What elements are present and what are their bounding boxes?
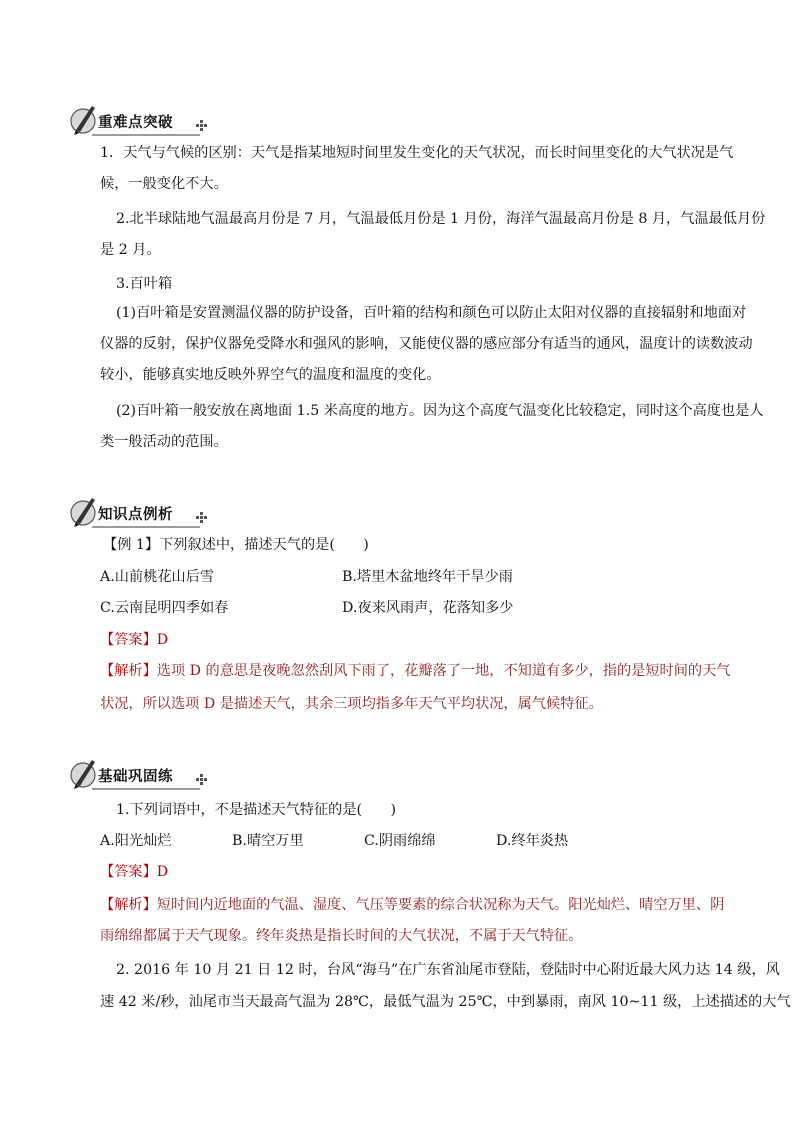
paragraph-line: 仪器的反射，保护仪器免受降水和强风的影响，又能使仪器的感应部分有适当的通风，温度计的读数波动	[100, 336, 753, 352]
question-1: 1.下列词语中，不是描述天气特征的是( )	[116, 802, 396, 818]
explanation-text: 短时间内近地面的气温、湿度、气压等要素的综合状况称为天气。阳光灿烂、晴空万里、阴	[156, 897, 725, 913]
answer-line	[100, 857, 168, 888]
brush-icon	[70, 494, 100, 528]
section-title: 基础巩固练	[98, 769, 173, 785]
example-label: 【例 1】	[103, 537, 160, 553]
dots-decoration	[196, 120, 206, 130]
paragraph-line: 是 2 月。	[100, 242, 161, 258]
paragraph-line: 2.北半球陆地气温最高月份是 7 月，气温最低月份是 1 月份，海洋气温最高月份是 8 月，气温最低月份	[116, 211, 766, 227]
option-c: C.云南昆明四季如春	[100, 600, 229, 616]
answer-label: 【答案】	[100, 864, 157, 880]
section-header-key-points	[70, 102, 200, 138]
question-2-line: 速 42 米/秒，汕尾市当天最高气温为 28℃，最低气温为 25℃，中到暴雨，南风 10~11 级，上述描述的大气	[100, 994, 791, 1010]
dots-decoration	[196, 512, 206, 522]
option-a: A.山前桃花山后雪	[100, 569, 215, 585]
option-b: B.塔里木盆地终年干旱少雨	[342, 569, 513, 585]
explanation-text: 选项 D 的意思是夜晚忽然刮风下雨了，花瓣落了一地，不知道有多少，指的是短时间的天气	[156, 663, 731, 679]
paragraph-line: 较小，能够真实地反映外界空气的温度和温度的变化。	[100, 367, 441, 383]
answer-line	[100, 625, 168, 656]
answer-label: 【答案】	[100, 632, 157, 648]
option-d: D.终年炎热	[496, 833, 569, 849]
answer-value: D	[156, 864, 169, 880]
option-a: A.阳光灿烂	[100, 833, 172, 849]
section-title: 知识点例析	[98, 507, 173, 523]
explanation-line	[100, 890, 725, 921]
example-question	[103, 530, 709, 561]
section-header-basic-practice	[70, 756, 200, 792]
explanation-label: 【解析】	[100, 663, 157, 679]
section-underline	[92, 788, 200, 790]
option-d: D.夜来风雨声，花落知多少	[342, 600, 514, 616]
paragraph-line: 1．天气与气候的区别：天气是指某地短时间里发生变化的天气状况，而长时间里变化的大气状况是气	[100, 145, 734, 161]
option-b: B.晴空万里	[232, 833, 304, 849]
dots-decoration	[196, 774, 206, 784]
section-title: 重难点突破	[98, 115, 173, 131]
paragraph-line: (1)百叶箱是安置测温仪器的防护设备，百叶箱的结构和颜色可以防止太阳对仪器的直接辐射和地面对	[116, 305, 747, 321]
example-question-text: 下列叙述中，描述天气的是( )	[159, 537, 369, 553]
answer-value: D	[156, 632, 169, 648]
section-underline	[92, 526, 200, 528]
explanation-line	[100, 656, 731, 687]
explanation-line: 雨绵绵都属于天气现象。终年炎热是指长时间的大气状况，不属于天气特征。	[100, 928, 583, 944]
section-header-examples	[70, 494, 200, 530]
section-underline	[92, 134, 200, 136]
question-2-line: 2. 2016 年 10 月 21 日 12 时，台风“海马”在广东省汕尾市登陆，登陆时中心附近最大风力达 14 级，风	[116, 962, 780, 978]
option-c: C.阴雨绵绵	[364, 833, 436, 849]
paragraph-line: (2)百叶箱一般安放在离地面 1.5 米高度的地方。因为这个高度气温变化比较稳定，同时这个高度也是人	[116, 403, 764, 419]
paragraph-line: 类一般活动的范围。	[100, 434, 228, 450]
brush-icon	[70, 102, 100, 136]
paragraph-line: 候，一般变化不大。	[100, 176, 228, 192]
explanation-line: 状况，所以选项 D 是描述天气，其余三项均指多年天气平均状况，属气候特征。	[100, 696, 603, 712]
explanation-label: 【解析】	[100, 897, 157, 913]
paragraph-line: 3.百叶箱	[116, 276, 173, 292]
brush-icon	[70, 756, 100, 790]
